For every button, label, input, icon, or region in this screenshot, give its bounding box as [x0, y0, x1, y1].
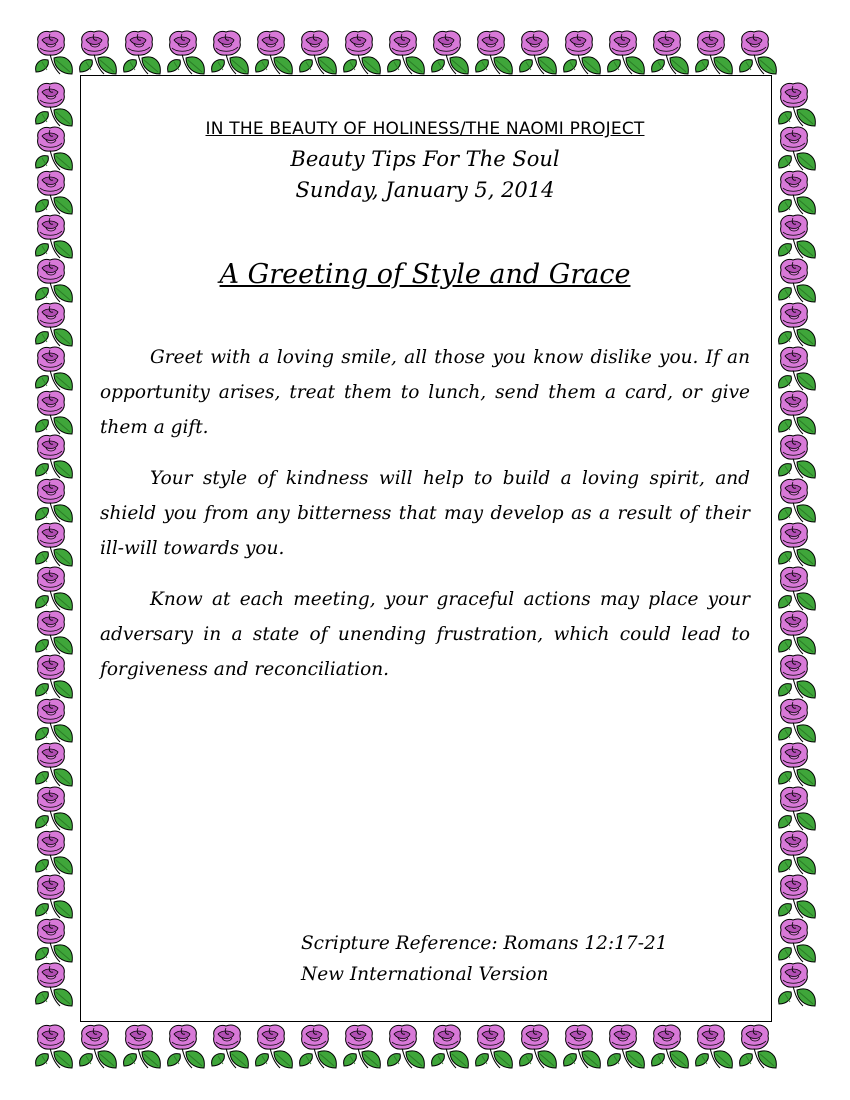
rose-icon [388, 1025, 425, 1068]
rose-icon [212, 1025, 249, 1068]
rose-icon [779, 875, 816, 918]
document-body [100, 110, 750, 703]
bible-version: New International Version [301, 964, 549, 985]
rose-icon [36, 567, 73, 610]
rose-icon [36, 479, 73, 522]
rose-icon [36, 611, 73, 654]
rose-icon [36, 303, 73, 346]
rose-icon [779, 611, 816, 654]
rose-icon [212, 31, 249, 74]
scripture-reference: Scripture Reference: Romans 12:17-21 [301, 933, 668, 954]
rose-icon [608, 31, 645, 74]
rose-icon [36, 875, 73, 918]
rose-icon [608, 1025, 645, 1068]
rose-icon [779, 303, 816, 346]
rose-icon [256, 1025, 293, 1068]
rose-icon [80, 1025, 117, 1068]
rose-icon [36, 31, 73, 74]
rose-icon [36, 655, 73, 698]
rose-icon [432, 31, 469, 74]
rose-icon [344, 31, 381, 74]
rose-icon [344, 1025, 381, 1068]
rose-icon [779, 655, 816, 698]
rose-icon [779, 347, 816, 390]
rose-icon [652, 1025, 689, 1068]
rose-icon [300, 31, 337, 74]
rose-icon [256, 31, 293, 74]
rose-icon [779, 127, 816, 170]
paragraph-1: Greet with a loving smile, all those you know dislike you. If an opportunity arises, treat them to lunch, send them a card, or give them a gift. [100, 347, 750, 438]
rose-icon [36, 259, 73, 302]
rose-icon [779, 963, 816, 1006]
organization-name: IN THE BEAUTY OF HOLINESS/THE NAOMI PROJECT [205, 119, 645, 139]
rose-icon [36, 215, 73, 258]
rose-icon [779, 215, 816, 258]
rose-icon [779, 523, 816, 566]
paragraph-2: Your style of kindness will help to build a loving spirit, and shield you from any bitterness that may develop as a result of their ill-will towards you. [100, 468, 750, 559]
rose-icon [740, 31, 777, 74]
rose-icon [36, 831, 73, 874]
rose-icon [36, 347, 73, 390]
rose-icon [779, 831, 816, 874]
rose-icon [476, 31, 513, 74]
document-date: Sunday, January 5, 2014 [295, 178, 555, 202]
rose-icon [696, 1025, 733, 1068]
rose-icon [124, 1025, 161, 1068]
rose-icon [36, 391, 73, 434]
scripture-block [301, 928, 668, 990]
rose-icon [779, 435, 816, 478]
rose-icon [36, 743, 73, 786]
document-header [100, 118, 750, 206]
rose-icon [740, 1025, 777, 1068]
rose-icon [168, 31, 205, 74]
rose-icon [168, 1025, 205, 1068]
rose-icon [564, 1025, 601, 1068]
rose-icon [779, 83, 816, 126]
rose-icon [779, 743, 816, 786]
rose-icon [124, 31, 161, 74]
rose-icon [779, 787, 816, 830]
rose-icon [779, 391, 816, 434]
rose-icon [36, 435, 73, 478]
page-title: A Greeting of Style and Grace [219, 259, 631, 290]
rose-icon [779, 699, 816, 742]
rose-icon [36, 699, 73, 742]
rose-icon [36, 963, 73, 1006]
series-title: Beauty Tips For The Soul [290, 147, 560, 171]
rose-icon [779, 567, 816, 610]
rose-icon [36, 919, 73, 962]
rose-icon [36, 83, 73, 126]
rose-icon [388, 31, 425, 74]
rose-icon [36, 523, 73, 566]
rose-icon [779, 479, 816, 522]
rose-icon [779, 171, 816, 214]
rose-icon [779, 259, 816, 302]
rose-icon [432, 1025, 469, 1068]
rose-icon [300, 1025, 337, 1068]
rose-icon [779, 919, 816, 962]
rose-icon [696, 31, 733, 74]
rose-icon [520, 31, 557, 74]
rose-icon [36, 127, 73, 170]
rose-icon [520, 1025, 557, 1068]
rose-icon [36, 787, 73, 830]
rose-icon [564, 31, 601, 74]
rose-icon [476, 1025, 513, 1068]
rose-icon [652, 31, 689, 74]
rose-icon [36, 171, 73, 214]
rose-icon [36, 1025, 73, 1068]
rose-icon [80, 31, 117, 74]
paragraph-3: Know at each meeting, your graceful actions may place your adversary in a state of unending frustration, which could lead to forgiveness and reconciliation. [100, 589, 750, 680]
